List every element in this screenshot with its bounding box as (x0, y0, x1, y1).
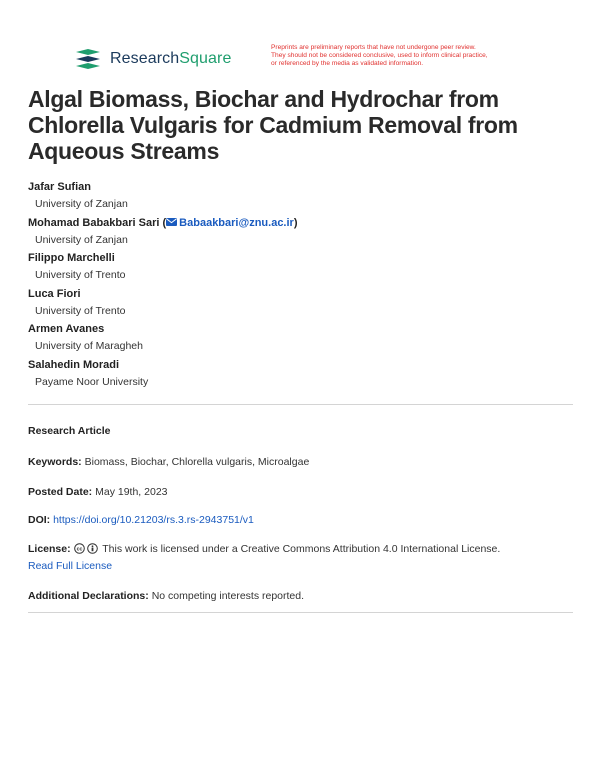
license-badges (74, 543, 98, 554)
envelope-icon (166, 218, 177, 226)
preprint-disclaimer (271, 44, 531, 69)
read-full-license-link[interactable]: Read Full License (28, 560, 113, 572)
posted-date-row (28, 484, 573, 501)
doi-row (28, 512, 573, 529)
doi-label: DOI: (28, 514, 51, 526)
declarations-value: No competing interests reported. (151, 590, 305, 602)
author-affiliation: University of Trento (35, 269, 126, 281)
email-paren-close: ) (293, 216, 298, 229)
author-name: Armen Avanes (28, 323, 105, 335)
declarations-row (28, 588, 573, 605)
cc-icon (74, 543, 85, 554)
license-text: This work is licensed under a Creative Commons Attribution 4.0 International License. (102, 543, 501, 555)
doi-link[interactable]: https://doi.org/10.21203/rs.3.rs-2943751/v1 (53, 514, 254, 526)
author-affiliation: University of Trento (35, 304, 126, 317)
author-affiliation: University of Zanjan (35, 198, 128, 210)
author-name: Filippo Marchelli (28, 252, 115, 264)
author-list (28, 178, 568, 391)
research-square-logo-icon (74, 48, 102, 70)
article-type: Research Article (28, 425, 111, 437)
author-entry (28, 214, 568, 250)
brand-name (110, 50, 231, 68)
keywords-value: Biomass, Biochar, Chlorella vulgaris, Microalgae (84, 456, 310, 468)
author-name: Jafar Sufian (28, 181, 91, 193)
brand-name-research: Research (110, 50, 180, 67)
research-square-logo[interactable] (74, 48, 231, 70)
posted-date-value: May 19th, 2023 (95, 486, 168, 498)
keywords-label: Keywords: (28, 456, 82, 468)
disclaimer-line: or referenced by the media as validated information. (271, 60, 424, 68)
email-paren-open: ( (162, 216, 167, 229)
keywords-row (28, 454, 573, 471)
author-entry (28, 178, 568, 214)
section-divider (28, 404, 573, 405)
section-divider (28, 612, 573, 613)
paper-title: Algal Biomass, Biochar and Hydrochar from Chlorella Vulgaris for Cadmium Removal from Aqueous Streams (28, 86, 518, 164)
author-email-link[interactable] (166, 217, 294, 229)
author-affiliation: University of Zanjan (35, 233, 128, 246)
brand-name-square: Square (179, 50, 232, 67)
disclaimer-line: They should not be considered conclusive, used to inform clinical practice, (271, 52, 488, 60)
author-email: Babaakbari@znu.ac.ir (179, 216, 294, 229)
posted-date-label: Posted Date: (28, 486, 93, 498)
disclaimer-line: Preprints are preliminary reports that have not undergone peer review. (271, 44, 476, 51)
corresponding-author (28, 214, 568, 232)
author-name: Luca Fiori (28, 287, 81, 300)
author-entry (28, 320, 568, 356)
license-row (28, 541, 573, 575)
by-icon (87, 543, 98, 554)
svg-text:cc: cc (76, 546, 82, 553)
author-name: Salahedin Moradi (28, 358, 120, 371)
author-name: Mohamad Babakbari Sari (28, 216, 160, 229)
author-entry (28, 249, 568, 285)
author-entry (28, 285, 568, 321)
author-entry (28, 356, 568, 392)
author-affiliation: Payame Noor University (35, 375, 149, 388)
author-affiliation: University of Maragheh (35, 340, 143, 352)
declarations-label: Additional Declarations: (28, 590, 149, 602)
license-label: License: (28, 543, 71, 555)
